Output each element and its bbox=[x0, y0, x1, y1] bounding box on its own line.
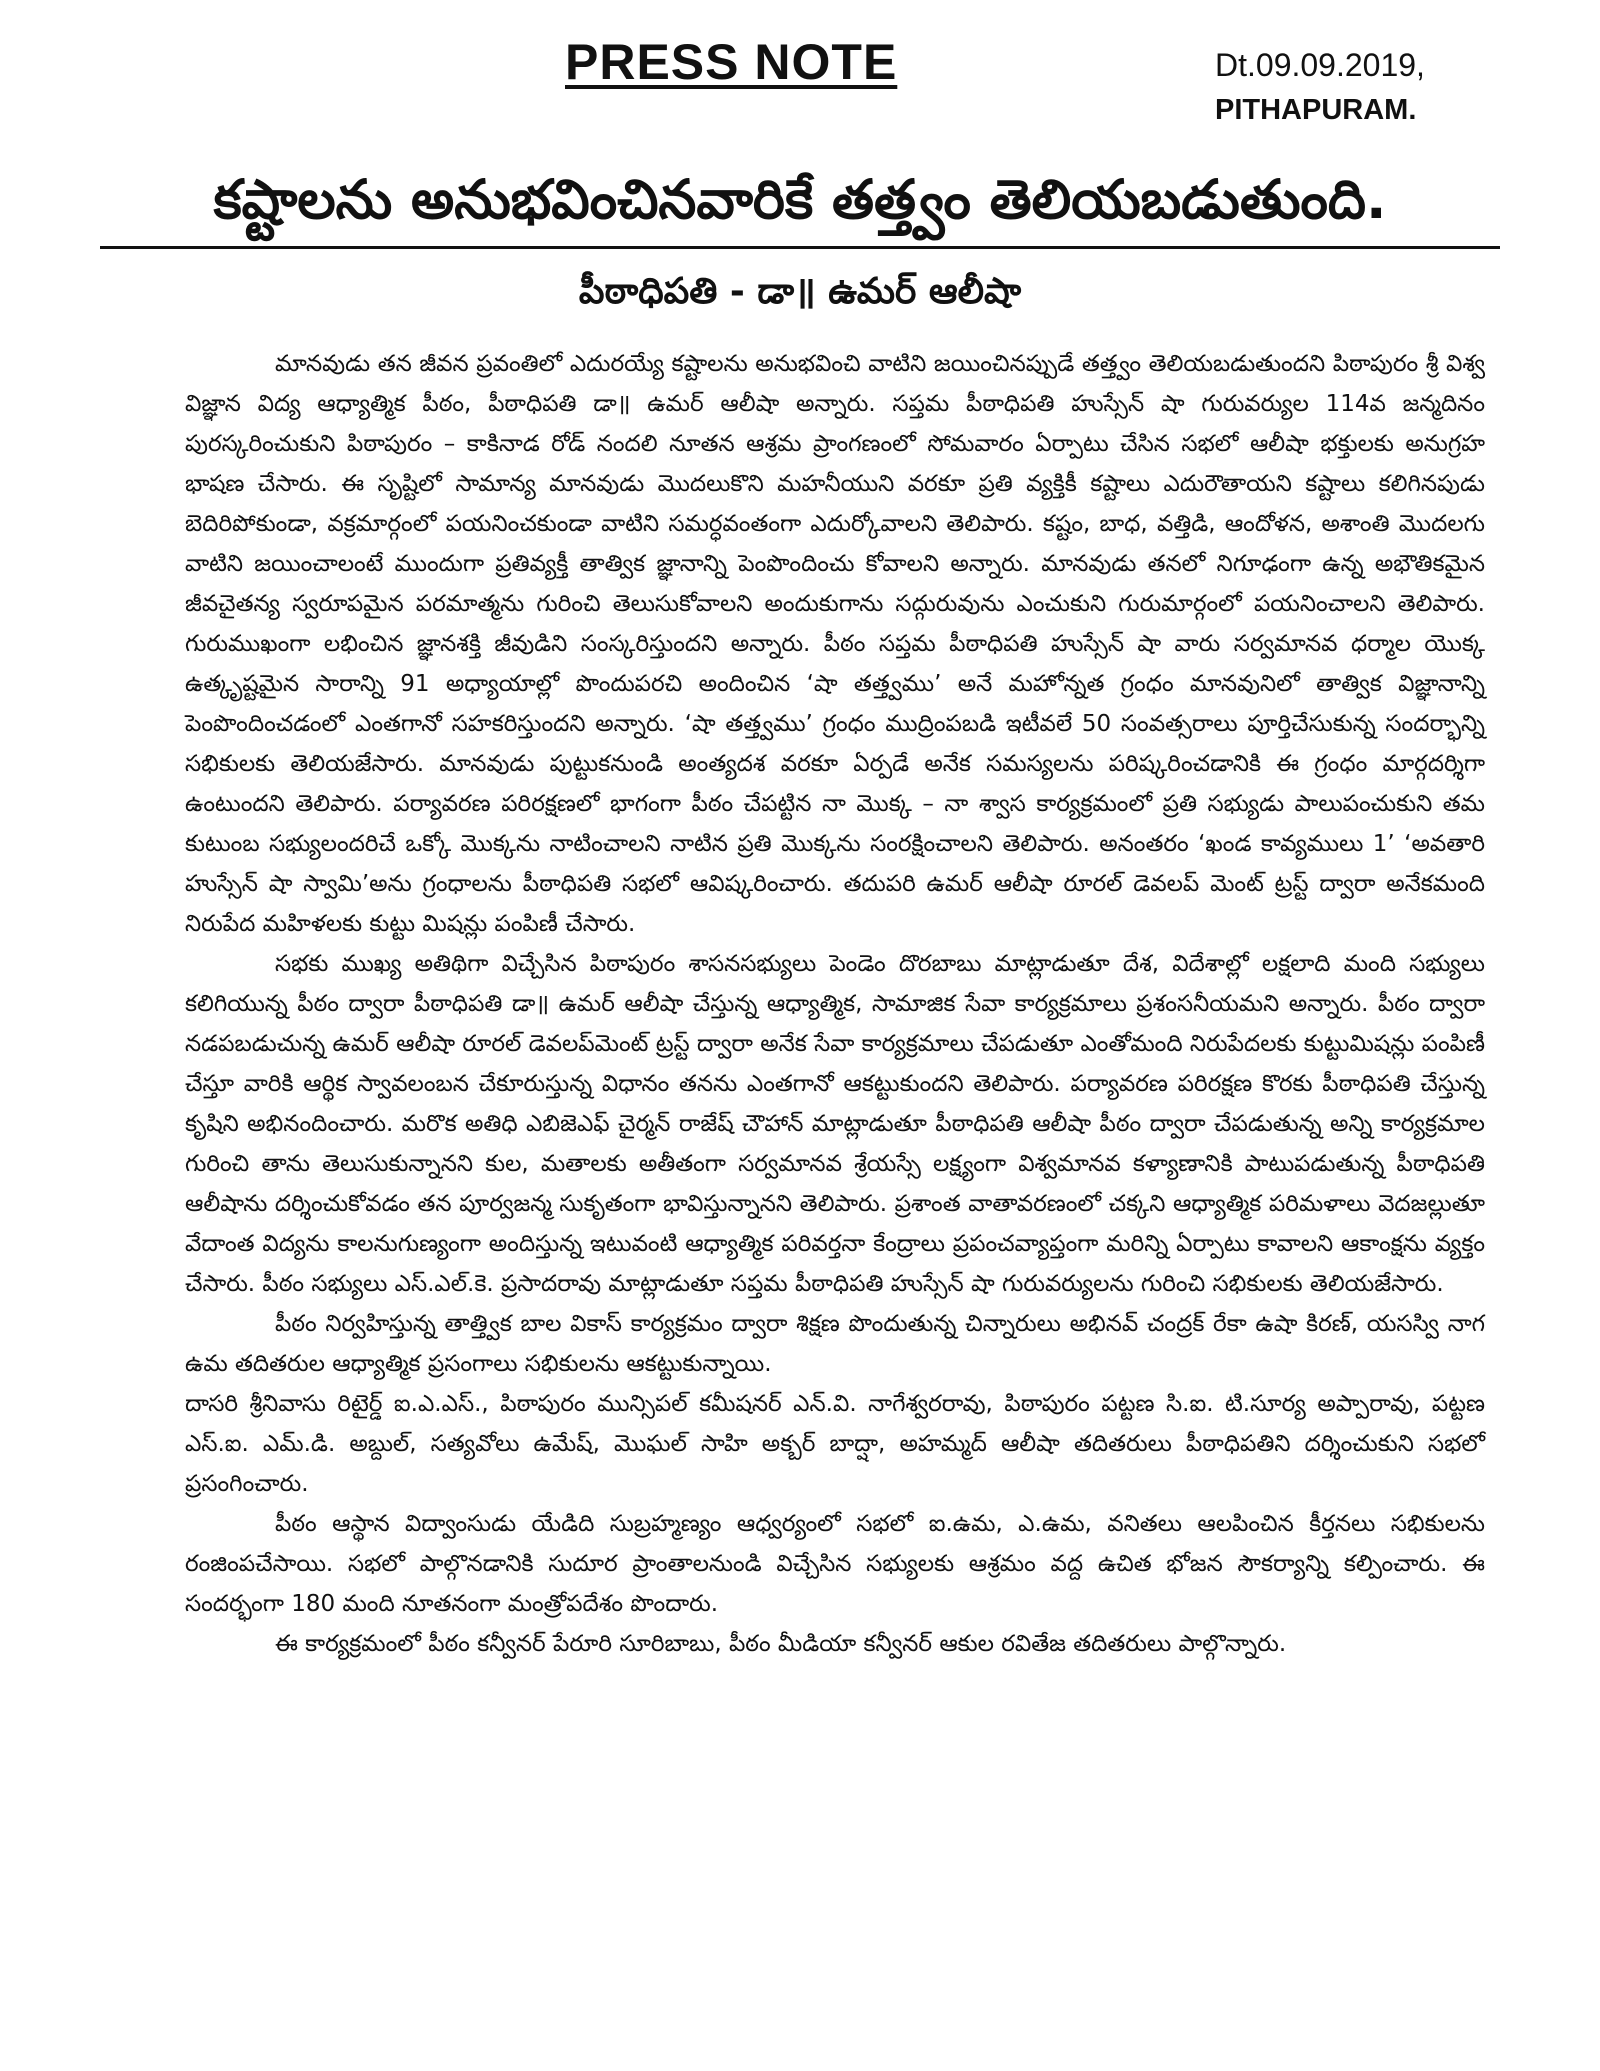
press-note-title: PRESS NOTE bbox=[565, 34, 898, 90]
paragraph: దాసరి శ్రీనివాసు రిటైర్డ్ ఐ.ఎ.ఎస్., పిఠాపురం మున్సిపల్ కమీషనర్ ఎన్.వి. నాగేశ్వరరావు, పిఠాపురం పట్టణ సి.ఐ. టి.సూర్య అప్పారావు, పట్టణ ఎస్.ఐ. ఎమ్.డి. అబ్దుల్, సత్యవోలు ఉమేష్, మొఘల్ సాహి అక్బర్ బాద్షా, అహమ్మద్ ఆలీషా తదితరులు పీఠాధిపతిని దర్శించుకుని సభలో ప్రసంగించారు. bbox=[185, 1391, 1485, 1497]
paragraph: సభకు ముఖ్య అతిథిగా విచ్చేసిన పిఠాపురం శాసనసభ్యులు పెండెం దొరబాబు మాట్లాడుతూ దేశ, విదేశాల్లో లక్షలాది మంది సభ్యులు కలిగియున్న పీఠం ద్వారా పీఠాధిపతి డా॥ ఉమర్ ఆలీషా చేస్తున్న ఆధ్యాత్మిక, సామాజిక సేవా కార్యక్రమాలు ప్రశంసనీయమని అన్నారు. పీఠం ద్వారా నడపబడుచున్న ఉమర్ ఆలీషా రూరల్ డెవలప్‌మెంట్ ట్రస్ట్ ద్వారా అనేక సేవా కార్యక్రమాలు చేపడుతూ ఎంతోమంది నిరుపేదలకు కుట్టుమిషన్లు పంపిణీ చేస్తూ వారికి ఆర్థిక స్వావలంబన చేకూరుస్తున్న విధానం తనను ఎంతగానో ఆకట్టుకుందని తెలిపారు. పర్యావరణ పరిరక్షణ కొరకు పీఠాధిపతి చేస్తున్న కృషిని అభినందించారు. మరొక అతిధి ఎబిజెఎఫ్ చైర్మన్ రాజేష్ చౌహాన్ మాట్లాడుతూ పీఠాధిపతి ఆలీషా పీఠం ద్వారా చేపడుతున్న అన్ని కార్యక్రమాల గురించి తాను తెలుసుకున్నానని కుల, మతాలకు అతీతంగా సర్వమానవ శ్రేయస్సే లక్ష్యంగా విశ్వమానవ కళ్యాణానికి పాటుపడుతున్న పీఠాధిపతి ఆలీషాను దర్శించుకోవడం తన పూర్వజన్మ సుకృతంగా భావిస్తున్నానని తెలిపారు. ప్రశాంత వాతావరణంలో చక్కని ఆధ్యాత్మిక పరిమళాలు వెదజల్లుతూ వేదాంత విద్యను కాలనుగుణ్యంగా అందిస్తున్న ఇటువంటి ఆధ్యాత్మిక పరివర్తనా కేంద్రాలు ప్రపంచవ్యాప్తంగా మరిన్ని ఏర్పాటు కావాలని ఆకాంక్షను వ్యక్తం చేసారు. పీఠం సభ్యులు ఎస్.ఎల్.కె. ప్రసాదరావు మాట్లాడుతూ సప్తమ పీఠాధిపతి హుస్సేన్ షా గురువర్యులను గురించి సభికులకు తెలియజేసారు. bbox=[185, 951, 1485, 1297]
byline: పీఠాధిపతి - డా॥ ఉమర్ ఆలీషా bbox=[578, 271, 1022, 312]
paragraph: పీఠం నిర్వహిస్తున్న తాత్త్విక బాల వికాస్ కార్యక్రమం ద్వారా శిక్షణ పొందుతున్న చిన్నారులు అభినవ్ చంద్రక్ రేకా ఉషా కిరణ్, యసస్వి నాగ ఉమ తదితరుల ఆధ్యాత్మిక ప్రసంగాలు సభికులను ఆకట్టుకున్నాయి. bbox=[185, 1311, 1485, 1377]
date-line: Dt.09.09.2019, bbox=[1215, 47, 1425, 83]
headline: కష్టాలను అనుభవించినవారికే తత్త్వం తెలియబడుతుంది. bbox=[213, 168, 1387, 231]
divider-line bbox=[100, 246, 1500, 249]
paragraph: ఈ కార్యక్రమంలో పీఠం కన్వీనర్ పేరూరి సూరిబాబు, పీఠం మీడియా కన్వీనర్ ఆకుల రవితేజ తదితరులు పాల్గొన్నారు. bbox=[275, 1631, 1287, 1657]
place-line: PITHAPURAM. bbox=[1215, 94, 1417, 126]
paragraph: పీఠం ఆస్థాన విద్వాంసుడు యేడిది సుబ్రహ్మణ్యం ఆధ్వర్యంలో సభలో ఐ.ఉమ, ఎ.ఉమ, వనితలు ఆలపించిన కీర్తనలు సభికులను రంజింపచేసాయి. సభలో పాల్గొనడానికి సుదూర ప్రాంతాలనుండి విచ్చేసిన సభ్యులకు ఆశ్రమం వద్ద ఉచిత భోజన సౌకర్యాన్ని కల్పించారు. ఈ సందర్భంగా 180 మంది నూతనంగా మంత్రోపదేశం పొందారు. bbox=[185, 1511, 1485, 1617]
article-body bbox=[185, 344, 1485, 1664]
paragraph: మానవుడు తన జీవన ప్రవంతిలో ఎదురయ్యే కష్టాలను అనుభవించి వాటిని జయించినప్పుడే తత్త్వం తెలియబడుతుందని పిఠాపురం శ్రీ విశ్వ విజ్ఞాన విద్య ఆధ్యాత్మిక పీఠం, పీఠాధిపతి డా॥ ఉమర్ ఆలీషా అన్నారు. సప్తమ పీఠాధిపతి హుస్సేన్ షా గురువర్యుల 114వ జన్మదినం పురస్కరించుకుని పిఠాపురం – కాకినాడ రోడ్ నందలి నూతన ఆశ్రమ ప్రాంగణంలో సోమవారం ఏర్పాటు చేసిన సభలో ఆలీషా భక్తులకు అనుగ్రహ భాషణ చేసారు. ఈ సృష్టిలో సామాన్య మానవుడు మొదలుకొని మహనీయుని వరకూ ప్రతి వ్యక్తికీ కష్టాలు ఎదురౌతాయని కష్టాలు కలిగినపుడు బెదిరిపోకుండా, వక్రమార్గంలో పయనించకుండా వాటిని సమర్ధవంతంగా ఎదుర్కోవాలని తెలిపారు. కష్టం, బాధ, వత్తిడి, ఆందోళన, అశాంతి మొదలగు వాటిని జయించాలంటే ముందుగా ప్రతివ్యక్తీ తాత్విక జ్ఞానాన్ని పెంపొందించు కోవాలని అన్నారు. మానవుడు తనలో నిగూఢంగా ఉన్న అభౌతికమైన జీవచైతన్య స్వరూపమైన పరమాత్మను గురించి తెలుసుకోవాలని అందుకుగాను సద్గురువును ఎంచుకుని గురుమార్గంలో పయనించాలని తెలిపారు. గురుముఖంగా లభించిన జ్ఞానశక్తి జీవుడిని సంస్కరిస్తుందని అన్నారు. పీఠం సప్తమ పీఠాధిపతి హుస్సేన్ షా వారు సర్వమానవ ధర్మాల యొక్క ఉత్కృష్టమైన సారాన్ని 91 అధ్యాయాల్లో పొందుపరచి అందించిన ‘షా తత్త్వము’ అనే మహోన్నత గ్రంధం మానవునిలో తాత్విక విజ్ఞానాన్ని పెంపొందించడంలో ఎంతగానో సహకరిస్తుందని అన్నారు. ‘షా తత్త్వము’ గ్రంధం ముద్రింపబడి ఇటీవలే 50 సంవత్సరాలు పూర్తిచేసుకున్న సందర్భాన్ని సభికులకు తెలియజేసారు. మానవుడు పుట్టుకనుండి అంత్యదశ వరకూ ఏర్పడే అనేక సమస్యలను పరిష్కరించడానికి ఈ గ్రంధం మార్గదర్శిగా ఉంటుందని తెలిపారు. పర్యావరణ పరిరక్షణలో భాగంగా పీఠం చేపట్టిన నా మొక్క – నా శ్వాస కార్యక్రమంలో ప్రతి సభ్యుడు పాలుపంచుకుని తమ కుటుంబ సభ్యులందరిచే ఒక్కో మొక్కను నాటించాలని నాటిన ప్రతి మొక్కను సంరక్షించాలని తెలిపారు. అనంతరం ‘ఖండ కావ్యములు 1’ ‘అవతారి హుస్సేన్ షా స్వామి’అను గ్రంధాలను పీఠాధిపతి సభలో ఆవిష్కరించారు. తదుపరి ఉమర్ ఆలీషా రూరల్ డెవలప్ మెంట్ ట్రస్ట్ ద్వారా అనేకమంది నిరుపేద మహిళలకు కుట్టు మిషన్లు పంపిణీ చేసారు. bbox=[185, 351, 1485, 937]
